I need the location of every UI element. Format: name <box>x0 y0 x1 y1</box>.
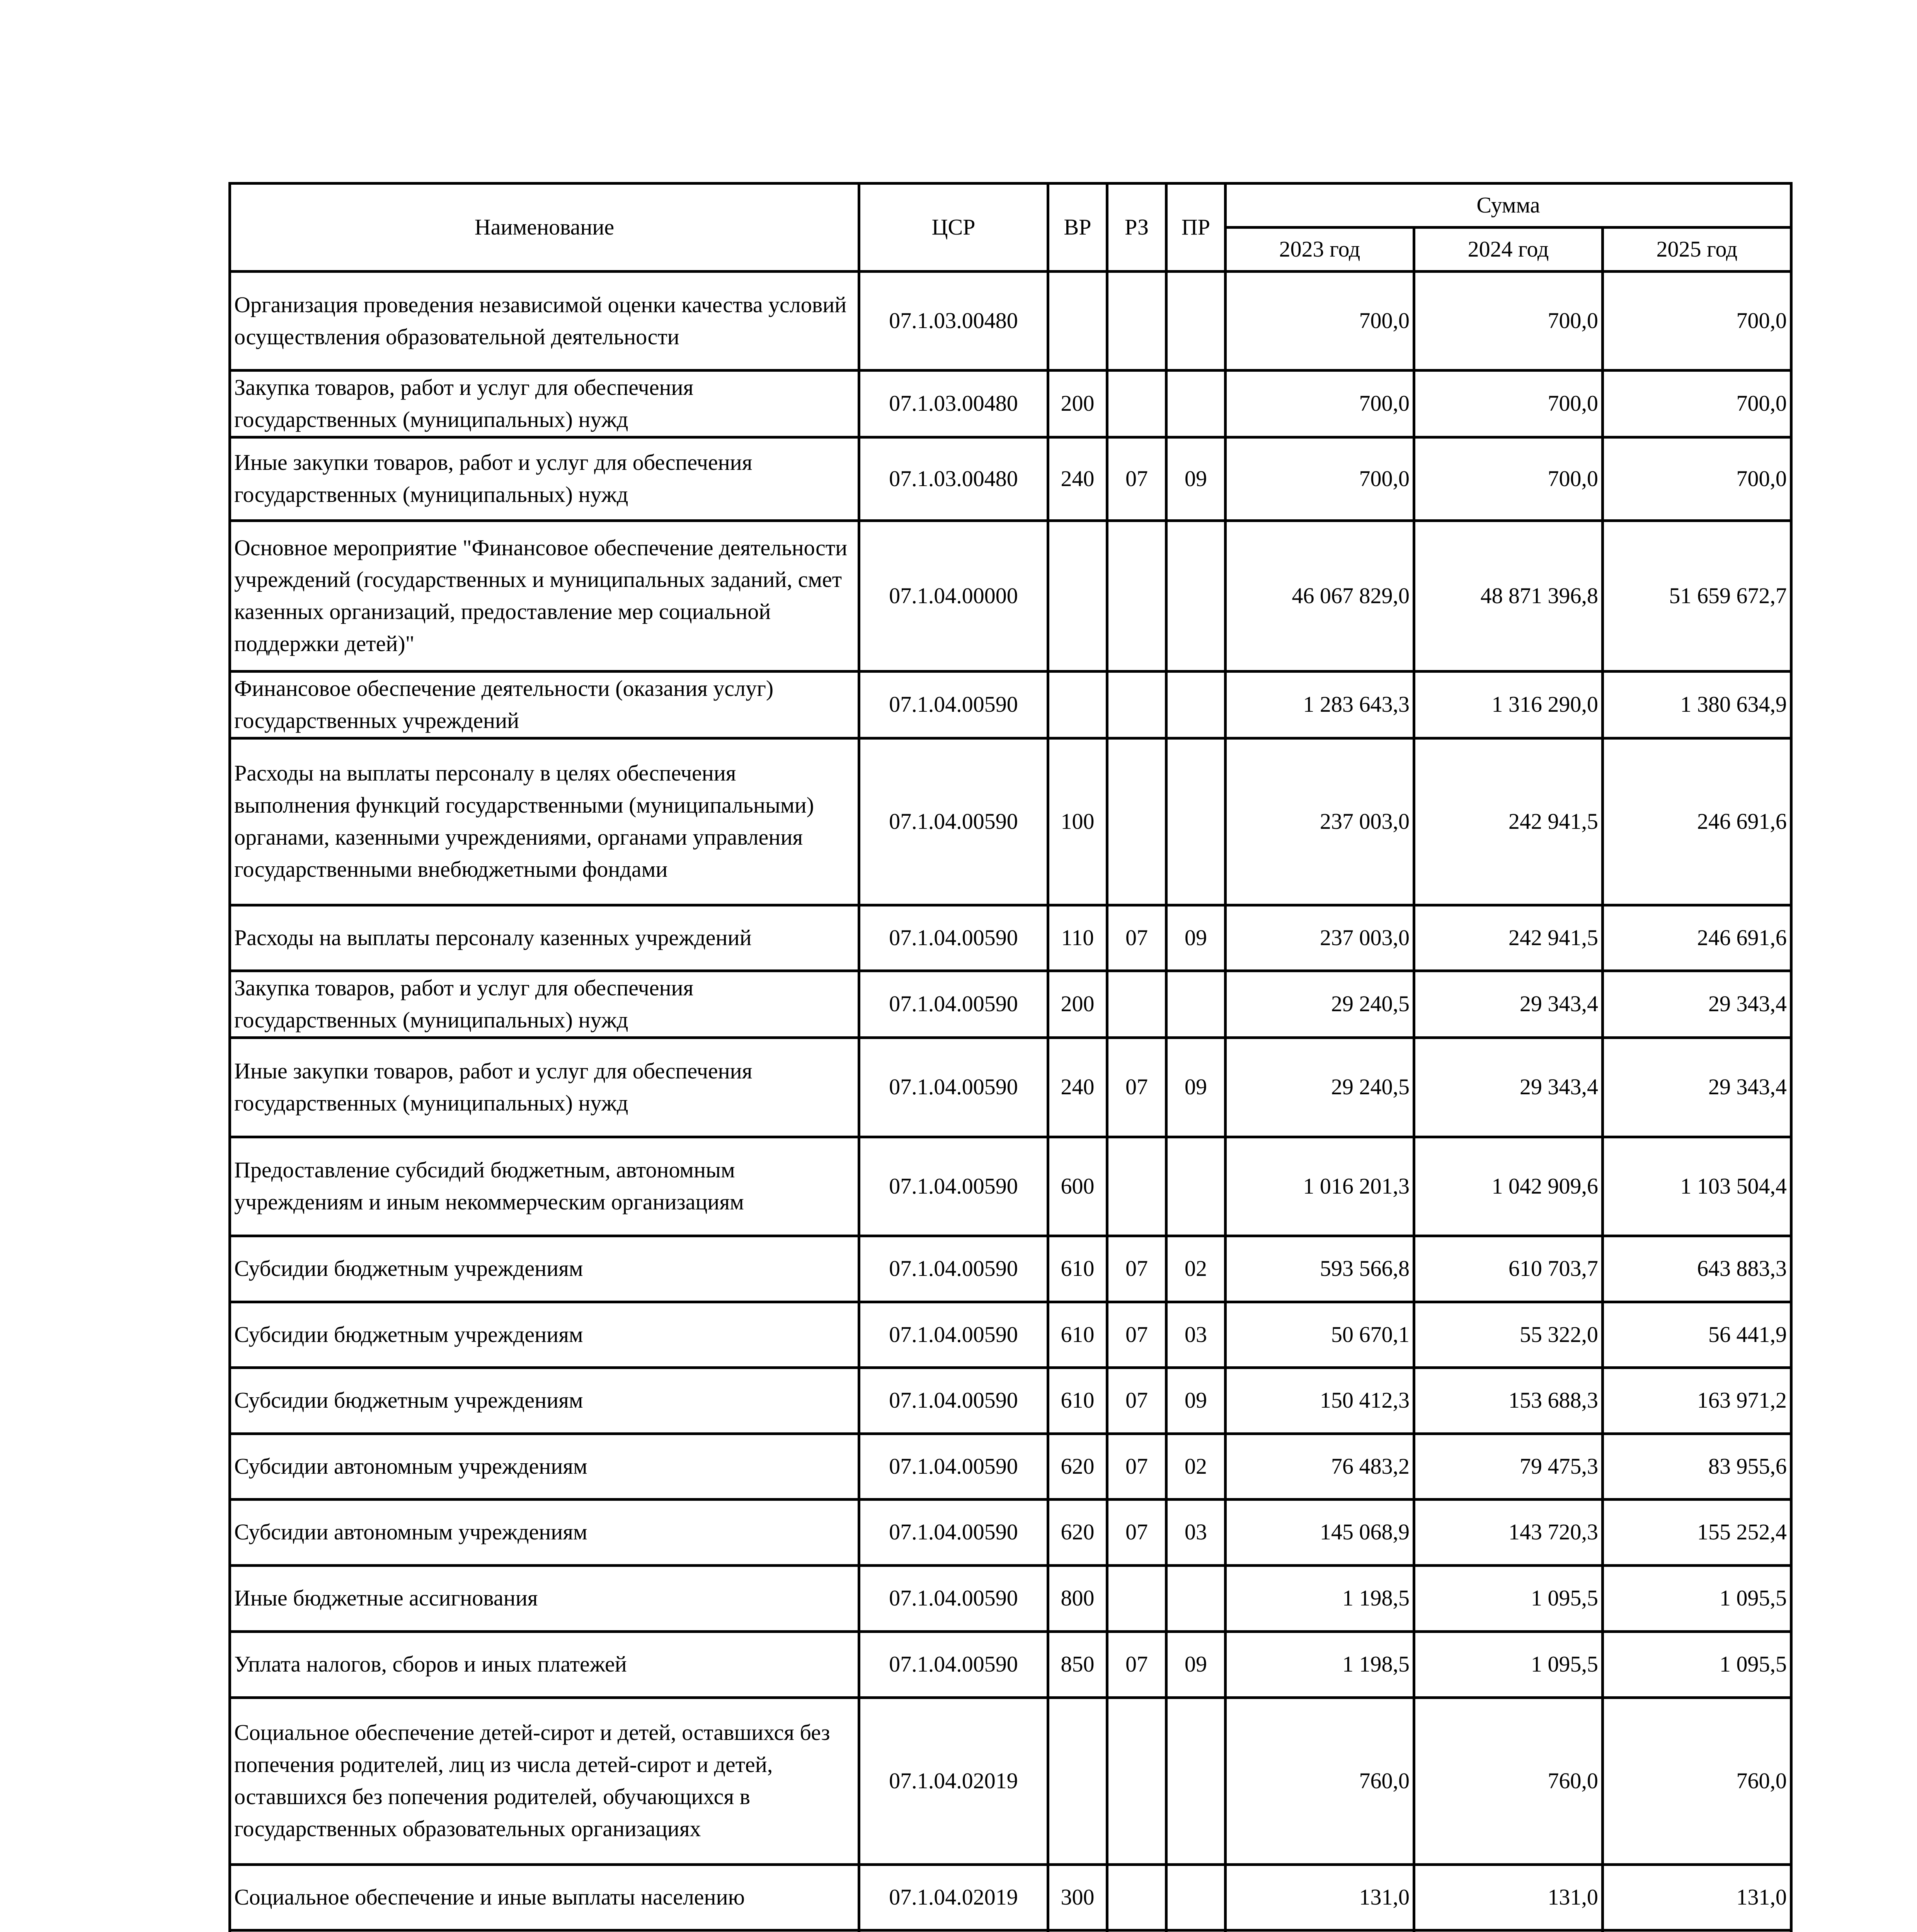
cell-sum-2025: 700,0 <box>1603 371 1791 437</box>
cell-name: Субсидии автономным учреждениям <box>230 1434 859 1499</box>
cell-sum-2025: 1 095,5 <box>1603 1631 1791 1697</box>
cell-sum-2023: 131,0 <box>1226 1864 1414 1930</box>
table-row <box>230 1302 1791 1367</box>
cell-sum-2024: 1 095,5 <box>1414 1565 1603 1631</box>
table-row <box>230 1037 1791 1137</box>
cell-pr <box>1166 1137 1226 1236</box>
cell-sum-2025: 51 659 672,7 <box>1603 520 1791 671</box>
table-row <box>230 371 1791 437</box>
cell-sum-2023: 1 198,5 <box>1226 1565 1414 1631</box>
cell-pr <box>1166 272 1226 371</box>
cell-vr: 610 <box>1048 1236 1107 1302</box>
cell-sum-2023: 1 283 643,3 <box>1226 671 1414 738</box>
cell-rz <box>1107 272 1166 371</box>
cell-pr <box>1166 1864 1226 1930</box>
table-row <box>230 905 1791 971</box>
cell-name: Иные бюджетные ассигнования <box>230 1565 859 1631</box>
table-row <box>230 971 1791 1037</box>
cell-name: Расходы на выплаты персоналу в целях обеспечения выполнения функций государственными (муниципальными) органами, казенными учреждениями, органами управления государственными внебюджетными фондами <box>230 738 859 905</box>
cell-name: Закупка товаров, работ и услуг для обеспечения государственных (муниципальных) нужд <box>230 371 859 437</box>
cell-pr: 09 <box>1166 1631 1226 1697</box>
cell-sum-2025: 163 971,2 <box>1603 1367 1791 1434</box>
cell-vr: 100 <box>1048 738 1107 905</box>
cell-sum-2024: 143 720,3 <box>1414 1499 1603 1565</box>
cell-pr: 09 <box>1166 437 1226 520</box>
cell-csr: 07.1.04.00590 <box>859 971 1048 1037</box>
cell-pr <box>1166 520 1226 671</box>
table-row <box>230 1499 1791 1565</box>
cell-sum-2023: 700,0 <box>1226 272 1414 371</box>
table-row <box>230 1864 1791 1930</box>
cell-name: Субсидии автономным учреждениям <box>230 1499 859 1565</box>
cell-csr <box>859 1930 1048 1932</box>
cell-rz: 07 <box>1107 1236 1166 1302</box>
table-row <box>230 1367 1791 1434</box>
table-row <box>230 1137 1791 1236</box>
table-row <box>230 671 1791 738</box>
cell-rz: 07 <box>1107 1037 1166 1137</box>
cell-csr: 07.1.04.02019 <box>859 1697 1048 1864</box>
cell-sum-2025: 131,0 <box>1603 1864 1791 1930</box>
cell-rz <box>1107 1137 1166 1236</box>
cell-sum-2023: 29 240,5 <box>1226 971 1414 1037</box>
cell-sum-2024: 55 322,0 <box>1414 1302 1603 1367</box>
cell-sum-2023: 46 067 829,0 <box>1226 520 1414 671</box>
cell-vr: 110 <box>1048 905 1107 971</box>
cell-pr <box>1166 1697 1226 1864</box>
cell-name: Финансовое обеспечение деятельности (оказания услуг) государственных учреждений <box>230 671 859 738</box>
cell-vr: 300 <box>1048 1864 1107 1930</box>
cell-vr: 200 <box>1048 371 1107 437</box>
cell-sum-2024: 29 343,4 <box>1414 971 1603 1037</box>
cell-sum-2023: 760,0 <box>1226 1697 1414 1864</box>
cell-csr: 07.1.04.00590 <box>859 671 1048 738</box>
cell-name: Предоставление субсидий бюджетным, автономным учреждениям и иным некоммерческим организациям <box>230 1137 859 1236</box>
cell-csr: 07.1.03.00480 <box>859 272 1048 371</box>
cell-sum-2025: 246 691,6 <box>1603 905 1791 971</box>
cell-sum-2023: 76 483,2 <box>1226 1434 1414 1499</box>
header-pr: ПР <box>1166 184 1226 272</box>
cell-sum-2023: 700,0 <box>1226 371 1414 437</box>
cell-csr: 07.1.04.00590 <box>859 1367 1048 1434</box>
cell-sum-2024: 29 343,4 <box>1414 1037 1603 1137</box>
cell-pr: 02 <box>1166 1236 1226 1302</box>
cell-rz: 07 <box>1107 1499 1166 1565</box>
header-year-2023: 2023 год <box>1226 228 1414 272</box>
table-row <box>230 520 1791 671</box>
budget-table <box>228 182 1793 1932</box>
cell-rz <box>1107 738 1166 905</box>
cell-sum-2024: 760,0 <box>1414 1697 1603 1864</box>
cell-csr: 07.1.04.00000 <box>859 520 1048 671</box>
cell-sum-2024: 79 475,3 <box>1414 1434 1603 1499</box>
header-year-2024: 2024 год <box>1414 228 1603 272</box>
header-csr: ЦСР <box>859 184 1048 272</box>
table-row <box>230 1434 1791 1499</box>
cell-sum-2025: 643 883,3 <box>1603 1236 1791 1302</box>
cell-pr <box>1166 671 1226 738</box>
cell-sum-2025: 1 095,5 <box>1603 1565 1791 1631</box>
cell-vr <box>1048 1697 1107 1864</box>
cell-sum-2023: 593 566,8 <box>1226 1236 1414 1302</box>
cell-rz: 07 <box>1107 1631 1166 1697</box>
cell-rz <box>1107 971 1166 1037</box>
header-vr: ВР <box>1048 184 1107 272</box>
cell-vr: 620 <box>1048 1499 1107 1565</box>
cell-sum-2023: 29 240,5 <box>1226 1037 1414 1137</box>
cell-sum-2024: 700,0 <box>1414 371 1603 437</box>
cell-sum-2025: 700,0 <box>1603 272 1791 371</box>
table-row <box>230 738 1791 905</box>
cell-vr: 850 <box>1048 1631 1107 1697</box>
cell-name: Иные закупки товаров, работ и услуг для обеспечения государственных (муниципальных) нужд <box>230 1037 859 1137</box>
cell-sum-2025: 1 103 504,4 <box>1603 1137 1791 1236</box>
cell-sum-2023: 237 003,0 <box>1226 738 1414 905</box>
cell-rz <box>1107 371 1166 437</box>
cell-vr: 240 <box>1048 437 1107 520</box>
cell-sum-2024: 1 042 909,6 <box>1414 1137 1603 1236</box>
cell-csr: 07.1.04.00590 <box>859 738 1048 905</box>
cell-name: Социальное обеспечение детей-сирот и детей, оставшихся без попечения родителей, лиц из числа детей-сирот и детей, оставшихся без попечения родителей, обучающихся в государственных образовательных организациях <box>230 1697 859 1864</box>
table-row <box>230 1697 1791 1864</box>
cell-csr: 07.1.04.00590 <box>859 1302 1048 1367</box>
cell-name: Субсидии бюджетным учреждениям <box>230 1302 859 1367</box>
cell-csr: 07.1.04.00590 <box>859 1499 1048 1565</box>
table-row <box>230 437 1791 520</box>
cell-sum-2023: 237 003,0 <box>1226 905 1414 971</box>
cell-rz: 07 <box>1107 1434 1166 1499</box>
cell-vr: 200 <box>1048 971 1107 1037</box>
cell-name: Субсидии бюджетным учреждениям <box>230 1367 859 1434</box>
cell-name: Расходы на выплаты персоналу казенных учреждений <box>230 905 859 971</box>
cell-sum-2024: 1 316 290,0 <box>1414 671 1603 738</box>
cell-pr: 09 <box>1166 1367 1226 1434</box>
cell-csr: 07.1.04.00590 <box>859 1565 1048 1631</box>
cell-csr: 07.1.04.02019 <box>859 1864 1048 1930</box>
header-sum: Сумма <box>1226 184 1791 228</box>
cell-sum-2024: 242 941,5 <box>1414 905 1603 971</box>
cell-name: Иные закупки товаров, работ и услуг для обеспечения государственных (муниципальных) нужд <box>230 437 859 520</box>
cell-name <box>230 1930 859 1932</box>
cell-vr <box>1048 272 1107 371</box>
cell-rz <box>1107 520 1166 671</box>
cell-sum-2025: 1 380 634,9 <box>1603 671 1791 738</box>
table-row <box>230 1930 1791 1932</box>
header-rz: РЗ <box>1107 184 1166 272</box>
table-row <box>230 1236 1791 1302</box>
cell-rz: 07 <box>1107 1367 1166 1434</box>
cell-csr: 07.1.04.00590 <box>859 905 1048 971</box>
table-row <box>230 1631 1791 1697</box>
cell-sum-2024: 242 941,5 <box>1414 738 1603 905</box>
cell-sum-2025: 56 441,9 <box>1603 1302 1791 1367</box>
cell-vr <box>1048 671 1107 738</box>
cell-rz <box>1107 1697 1166 1864</box>
cell-sum-2025: 246 691,6 <box>1603 738 1791 905</box>
cell-sum-2025: 29 343,4 <box>1603 1037 1791 1137</box>
cell-pr <box>1166 371 1226 437</box>
cell-csr: 07.1.04.00590 <box>859 1236 1048 1302</box>
cell-pr <box>1166 738 1226 905</box>
cell-name: Субсидии бюджетным учреждениям <box>230 1236 859 1302</box>
cell-sum-2025: 29 343,4 <box>1603 971 1791 1037</box>
cell-pr: 09 <box>1166 1037 1226 1137</box>
cell-pr: 03 <box>1166 1302 1226 1367</box>
cell-rz: 07 <box>1107 1302 1166 1367</box>
cell-name: Уплата налогов, сборов и иных платежей <box>230 1631 859 1697</box>
cell-sum-2024: 700,0 <box>1414 437 1603 520</box>
cell-sum-2024: 48 871 396,8 <box>1414 520 1603 671</box>
cell-sum-2024: 610 703,7 <box>1414 1236 1603 1302</box>
table-body <box>230 272 1791 1932</box>
cell-rz <box>1107 671 1166 738</box>
cell-csr: 07.1.04.00590 <box>859 1037 1048 1137</box>
cell-sum-2024 <box>1414 1930 1603 1932</box>
cell-vr: 610 <box>1048 1302 1107 1367</box>
cell-csr: 07.1.03.00480 <box>859 371 1048 437</box>
cell-rz <box>1107 1565 1166 1631</box>
cell-csr: 07.1.04.00590 <box>859 1137 1048 1236</box>
cell-name: Закупка товаров, работ и услуг для обеспечения государственных (муниципальных) нужд <box>230 971 859 1037</box>
cell-name: Основное мероприятие "Финансовое обеспечение деятельности учреждений (государственных и муниципальных заданий, смет казенных организаций, предоставление мер социальной поддержки детей)" <box>230 520 859 671</box>
cell-sum-2025: 155 252,4 <box>1603 1499 1791 1565</box>
header-name: Наименование <box>230 184 859 272</box>
cell-sum-2023: 1 016 201,3 <box>1226 1137 1414 1236</box>
cell-sum-2025: 760,0 <box>1603 1697 1791 1864</box>
cell-sum-2025 <box>1603 1930 1791 1932</box>
cell-sum-2024: 700,0 <box>1414 272 1603 371</box>
cell-sum-2023: 145 068,9 <box>1226 1499 1414 1565</box>
cell-name: Социальное обеспечение и иные выплаты населению <box>230 1864 859 1930</box>
cell-sum-2023: 50 670,1 <box>1226 1302 1414 1367</box>
cell-pr: 09 <box>1166 905 1226 971</box>
cell-rz: 07 <box>1107 905 1166 971</box>
cell-sum-2025: 83 955,6 <box>1603 1434 1791 1499</box>
cell-rz <box>1107 1930 1166 1932</box>
cell-sum-2023: 150 412,3 <box>1226 1367 1414 1434</box>
cell-vr: 610 <box>1048 1367 1107 1434</box>
cell-vr <box>1048 520 1107 671</box>
cell-sum-2023: 1 198,5 <box>1226 1631 1414 1697</box>
cell-pr <box>1166 971 1226 1037</box>
cell-vr: 240 <box>1048 1037 1107 1137</box>
cell-sum-2023: 700,0 <box>1226 437 1414 520</box>
cell-pr <box>1166 1930 1226 1932</box>
cell-pr: 03 <box>1166 1499 1226 1565</box>
header-year-2025: 2025 год <box>1603 228 1791 272</box>
table-row <box>230 272 1791 371</box>
cell-vr: 800 <box>1048 1565 1107 1631</box>
cell-pr <box>1166 1565 1226 1631</box>
cell-sum-2023 <box>1226 1930 1414 1932</box>
cell-vr: 600 <box>1048 1137 1107 1236</box>
cell-name: Организация проведения независимой оценки качества условий осуществления образовательной деятельности <box>230 272 859 371</box>
cell-sum-2025: 700,0 <box>1603 437 1791 520</box>
table-row <box>230 1565 1791 1631</box>
cell-vr <box>1048 1930 1107 1932</box>
cell-rz: 07 <box>1107 437 1166 520</box>
cell-sum-2024: 131,0 <box>1414 1864 1603 1930</box>
cell-csr: 07.1.04.00590 <box>859 1434 1048 1499</box>
cell-sum-2024: 1 095,5 <box>1414 1631 1603 1697</box>
cell-vr: 620 <box>1048 1434 1107 1499</box>
cell-pr: 02 <box>1166 1434 1226 1499</box>
cell-rz <box>1107 1864 1166 1930</box>
cell-sum-2024: 153 688,3 <box>1414 1367 1603 1434</box>
cell-csr: 07.1.04.00590 <box>859 1631 1048 1697</box>
cell-csr: 07.1.03.00480 <box>859 437 1048 520</box>
